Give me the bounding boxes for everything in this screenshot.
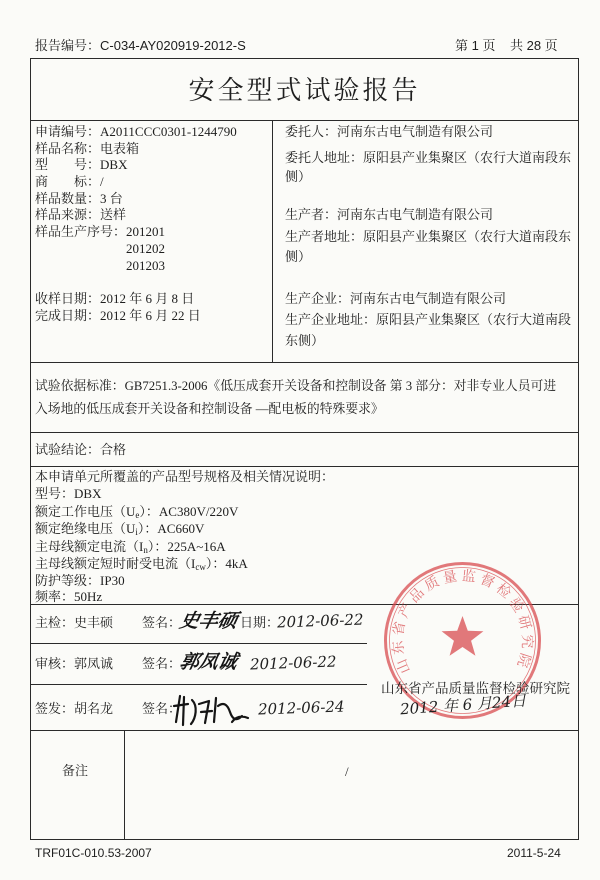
report-number-value: C-034-AY020919-2012-S xyxy=(100,38,246,53)
approver-date: 2012-06-24 xyxy=(257,697,345,719)
serial-field xyxy=(35,223,165,274)
field-label: 防护等级： xyxy=(35,573,101,588)
field-value: ）：4kA xyxy=(205,556,248,571)
subscript: i xyxy=(135,527,138,537)
inspector-field xyxy=(35,614,113,631)
page-total: 共 28 页 xyxy=(510,38,558,53)
rated-voltage xyxy=(35,503,238,520)
standard-continued: 入场地的低压成套开关设备和控制设备 —配电板的特殊要求》 xyxy=(35,402,384,416)
field-label: 完成日期： xyxy=(35,308,101,323)
page-current: 第 1 页 xyxy=(455,38,496,53)
client-address-continued: 侧） xyxy=(285,169,312,184)
client-field xyxy=(285,123,493,140)
sample-name-field xyxy=(35,140,139,157)
remarks-label: 备注 xyxy=(62,763,89,778)
reviewer-date: 2012-06-22 xyxy=(249,652,337,674)
field-value: 2012 年 6 月 22 日 xyxy=(100,308,201,323)
field-label: 委托人： xyxy=(285,124,338,139)
insulation-voltage xyxy=(35,520,204,537)
signoff-row-divider xyxy=(30,643,367,644)
field-value: 河南东古电气制造有限公司 xyxy=(350,291,507,306)
field-label: 样品名称： xyxy=(35,141,101,156)
quantity-field xyxy=(35,190,123,207)
page-title: 安全型式试验报告 xyxy=(188,76,421,105)
field-label: 商 标： xyxy=(35,174,101,189)
field-value: 河南东古电气制造有限公司 xyxy=(337,207,494,222)
field-value: 原阳县产业集聚区（农行大道南段 xyxy=(376,312,572,327)
field-value: DBX xyxy=(100,157,128,172)
institute-date: 2012 年 6 月24日 xyxy=(399,691,527,719)
frequency xyxy=(35,588,102,605)
field-label: 样品生产序号： xyxy=(35,224,127,239)
subscript: cw xyxy=(195,562,206,572)
field-label: 额定工作电压（U xyxy=(35,504,136,519)
field-label: 样品来源： xyxy=(35,207,101,222)
field-label: 型号： xyxy=(35,486,75,501)
serial-list xyxy=(126,223,165,274)
field-value: 原阳县产业集聚区（农行大道南段东 xyxy=(363,229,572,244)
field-value: ）：225A~16A xyxy=(147,539,226,554)
date-label: 日期： xyxy=(240,615,280,630)
report-number xyxy=(35,37,246,54)
model-field xyxy=(35,156,127,173)
field-label: 主母线额定短时耐受电流（I xyxy=(35,556,196,571)
field-value: GB7251.3-2006《低压成套开关设备和控制设备 第 3 部分：对非专业人员可进 xyxy=(124,379,557,393)
field-value: IP30 xyxy=(100,573,125,588)
field-value: 胡名龙 xyxy=(74,701,114,716)
standard-field xyxy=(35,378,556,395)
field-label: 额定绝缘电压（U xyxy=(35,521,136,536)
field-value: 50Hz xyxy=(74,589,103,604)
serial-number: 201203 xyxy=(126,258,166,273)
busbar-current xyxy=(35,538,226,555)
field-label: 委托人地址： xyxy=(285,150,364,165)
divider xyxy=(30,730,579,731)
subscript: e xyxy=(135,510,140,520)
conclusion-value: 合格 xyxy=(100,442,127,457)
reviewer-signature: 郭凤诚 xyxy=(177,651,240,673)
field-value: 送样 xyxy=(100,207,127,222)
inspector-date: 2012-06-22 xyxy=(276,610,364,632)
signature-label: 签名： xyxy=(142,701,182,716)
factory-field xyxy=(285,290,506,307)
signoff-row-divider xyxy=(30,684,367,685)
field-value: A2011CCC0301-1244790 xyxy=(100,124,237,139)
field-value: / xyxy=(100,174,104,189)
inspector-signature: 史丰硕 xyxy=(177,610,240,632)
field-label: 样品数量： xyxy=(35,191,101,206)
approver-signature xyxy=(172,692,250,728)
field-value: ）：AC660V xyxy=(137,521,205,536)
divider xyxy=(30,362,579,363)
divider xyxy=(30,604,579,605)
producer-field xyxy=(285,206,493,223)
report-number-label: 报告编号： xyxy=(35,38,101,53)
completed-date-field xyxy=(35,307,201,324)
remarks-divider xyxy=(124,730,125,840)
scope-model xyxy=(35,485,101,502)
field-value: 河南东古电气制造有限公司 xyxy=(337,124,494,139)
reviewer-field xyxy=(35,655,113,672)
field-label: 试验依据标准： xyxy=(35,379,125,393)
client-address-field xyxy=(285,149,571,166)
approver-field xyxy=(35,700,113,717)
scope-heading: 本申请单元所覆盖的产品型号规格及相关情况说明： xyxy=(35,469,335,484)
field-value: 史丰硕 xyxy=(74,615,114,630)
application-no-field xyxy=(35,123,237,140)
field-label: 主母线额定电流（I xyxy=(35,539,144,554)
subscript: n xyxy=(143,545,148,555)
divider xyxy=(30,120,579,121)
field-label: 申请编号： xyxy=(35,124,101,139)
field-label: 生产企业： xyxy=(285,291,351,306)
form-number: TRF01C-010.53-2007 xyxy=(35,846,152,860)
seal-text: 山东省产品质量监督检验研究院 xyxy=(390,568,535,676)
field-label: 生产企业地址： xyxy=(285,312,377,327)
field-label: 生产者： xyxy=(285,207,338,222)
field-label: 收样日期： xyxy=(35,291,101,306)
institute-name: 山东省产品质量监督检验研究院 xyxy=(381,681,570,696)
divider xyxy=(30,432,579,433)
factory-address-field xyxy=(285,311,571,328)
form-date: 2011-5-24 xyxy=(507,846,561,860)
field-value: 2012 年 6 月 8 日 xyxy=(100,291,195,306)
field-label: 试验结论： xyxy=(35,442,101,457)
field-value: 电表箱 xyxy=(100,141,140,156)
field-value: 3 台 xyxy=(100,191,123,206)
withstand-current xyxy=(35,555,248,572)
column-divider xyxy=(272,120,273,362)
serial-number: 201202 xyxy=(126,241,166,256)
remarks-value: / xyxy=(345,764,349,779)
received-date-field xyxy=(35,290,194,307)
field-label: 频率： xyxy=(35,589,75,604)
field-label: 审核： xyxy=(35,656,75,671)
conclusion-field xyxy=(35,441,126,458)
field-label: 签发： xyxy=(35,701,75,716)
factory-address-continued: 东侧） xyxy=(285,333,325,348)
field-label: 型 号： xyxy=(35,157,101,172)
field-value: ）：AC380V/220V xyxy=(139,504,239,519)
protection-level xyxy=(35,572,125,589)
field-label: 主检： xyxy=(35,615,75,630)
signature-label: 签名： xyxy=(142,615,182,630)
field-value: 郭凤诚 xyxy=(74,656,114,671)
producer-address-field xyxy=(285,228,571,245)
divider xyxy=(30,466,579,467)
serial-number: 201201 xyxy=(126,224,166,239)
signature-label: 签名： xyxy=(142,656,182,671)
field-value: 原阳县产业集聚区（农行大道南段东 xyxy=(363,150,572,165)
field-label: 生产者地址： xyxy=(285,229,364,244)
trademark-field xyxy=(35,173,104,190)
source-field xyxy=(35,206,126,223)
producer-address-continued: 侧） xyxy=(285,249,312,264)
field-value: DBX xyxy=(74,486,102,501)
